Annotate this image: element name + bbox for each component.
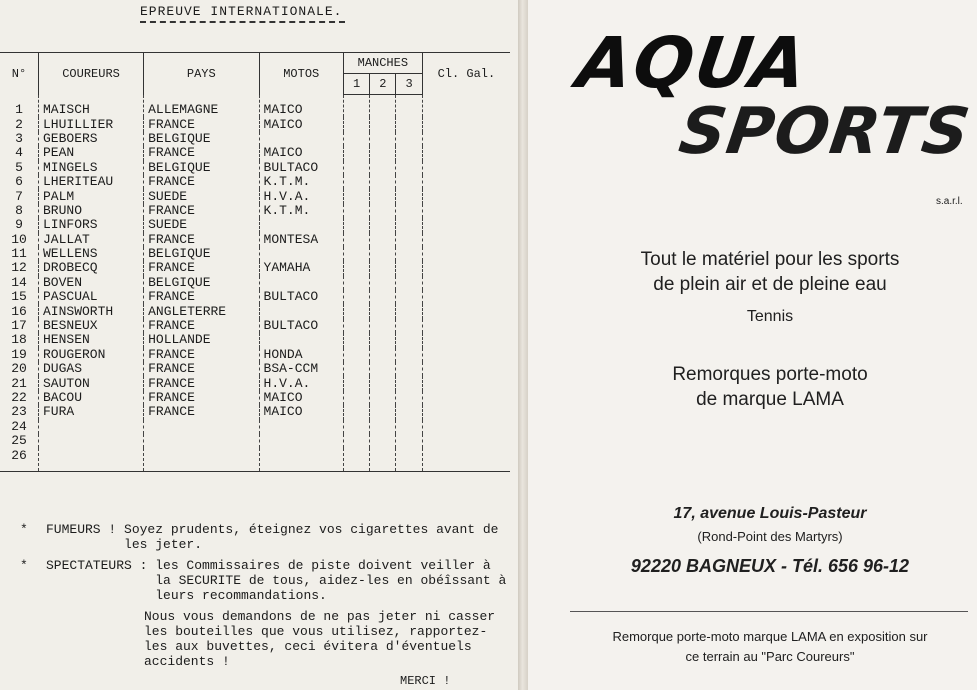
manche-2-cell [370, 175, 396, 189]
rider-moto: MAICO [259, 391, 343, 405]
row-number: 17 [11, 318, 27, 334]
table-row [0, 204, 510, 218]
manche-1-cell [343, 233, 369, 247]
rider-name [39, 448, 144, 471]
rider-moto: BULTACO [259, 319, 343, 333]
manche-2-cell [370, 146, 396, 160]
row-number: 25 [11, 433, 27, 449]
table-row [0, 405, 510, 419]
manche-2-cell [370, 218, 396, 232]
manche-2-cell [370, 247, 396, 261]
classement-cell [422, 391, 510, 405]
rider-country [144, 434, 259, 448]
row-number: 4 [15, 145, 23, 161]
rider-name: PALM [39, 189, 144, 203]
rider-country: FRANCE [144, 117, 259, 131]
classement-cell [422, 261, 510, 275]
classement-cell [422, 247, 510, 261]
rider-moto: K.T.M. [259, 175, 343, 189]
table-row [0, 132, 510, 146]
rider-moto: BSA-CCM [259, 362, 343, 376]
row-number: 6 [15, 174, 23, 190]
classement-cell [422, 132, 510, 146]
note-demande-text: Nous vous demandons de ne pas jeter ni casser les bouteilles que vous utilisez, rapportez-les aux buvettes, ceci évitera d'éventuels accidents ! [144, 609, 496, 669]
rider-moto [259, 448, 343, 471]
rider-moto: H.V.A. [259, 189, 343, 203]
classement-cell [422, 117, 510, 131]
manche-2-cell [370, 132, 396, 146]
rider-moto: MAICO [259, 146, 343, 160]
brand-logo-line-2: SPORTS [674, 95, 975, 169]
rider-name [39, 434, 144, 448]
manche-1-cell [343, 391, 369, 405]
rider-moto: K.T.M. [259, 204, 343, 218]
row-number: 5 [15, 159, 23, 175]
table-row [0, 247, 510, 261]
table-row [0, 117, 510, 131]
header-country: PAYS [144, 53, 259, 95]
table-row [0, 95, 510, 118]
row-number: 14 [11, 274, 27, 290]
row-number: 20 [11, 361, 27, 377]
rider-name: PASCUAL [39, 290, 144, 304]
rider-country: FRANCE [144, 175, 259, 189]
row-number: 19 [11, 346, 27, 362]
manche-3-cell [396, 420, 422, 434]
classement-cell [422, 161, 510, 175]
row-number: 8 [15, 202, 23, 218]
rider-country: FRANCE [144, 146, 259, 160]
manche-2-cell [370, 376, 396, 390]
header-classement: Cl. Gal. [422, 53, 510, 95]
row-number: 26 [0, 448, 39, 471]
rider-country: HOLLANDE [144, 333, 259, 347]
tagline-line-2: de plein air et de pleine eau [653, 274, 887, 295]
manche-1-cell [343, 95, 369, 118]
rider-moto: MAICO [259, 95, 343, 118]
rider-name: AINSWORTH [39, 304, 144, 318]
star-bullet: * [20, 522, 28, 537]
row-number: 18 [11, 332, 27, 348]
table-row [0, 391, 510, 405]
header-manche-1: 1 [343, 74, 369, 95]
header-manche-3: 3 [396, 74, 422, 95]
rider-country: FRANCE [144, 405, 259, 419]
row-number: 21 [11, 375, 27, 391]
brand-logo-line-1: AQUA [572, 22, 814, 104]
classement-cell [422, 276, 510, 290]
bottom-note-line-2: ce terrain au "Parc Coureurs" [685, 649, 855, 664]
rider-moto: H.V.A. [259, 376, 343, 390]
rider-name: HENSEN [39, 333, 144, 347]
manche-1-cell [343, 204, 369, 218]
note-fumeurs-label: FUMEURS ! [46, 522, 125, 537]
manche-3-cell [396, 276, 422, 290]
manche-2-cell [370, 304, 396, 318]
rider-moto [259, 218, 343, 232]
row-number: 2 [15, 116, 23, 132]
rider-name: BACOU [39, 391, 144, 405]
manche-2-cell [370, 434, 396, 448]
classement-cell [422, 233, 510, 247]
rider-moto: MONTESA [259, 233, 343, 247]
manche-3-cell [396, 161, 422, 175]
manche-2-cell [370, 448, 396, 471]
star-bullet: * [20, 558, 28, 573]
note-spectateurs-label: SPECTATEURS : [46, 558, 156, 573]
row-number: 3 [15, 130, 23, 146]
manche-1-cell [343, 175, 369, 189]
row-number: 16 [11, 303, 27, 319]
classement-cell [422, 304, 510, 318]
rider-name: PEAN [39, 146, 144, 160]
manche-1-cell [343, 376, 369, 390]
manche-2-cell [370, 189, 396, 203]
classement-cell [422, 218, 510, 232]
manche-2-cell [370, 420, 396, 434]
rider-name: ROUGERON [39, 348, 144, 362]
rider-country: FRANCE [144, 204, 259, 218]
manche-3-cell [396, 304, 422, 318]
row-number: 11 [11, 246, 27, 262]
rider-moto: MAICO [259, 117, 343, 131]
manche-1-cell [343, 132, 369, 146]
row-number: 22 [11, 390, 27, 405]
row-number: 10 [11, 231, 27, 247]
classement-cell [422, 146, 510, 160]
manche-1-cell [343, 276, 369, 290]
rider-name: FURA [39, 405, 144, 419]
row-number: 1 [15, 101, 23, 117]
remorques-line-1: Remorques porte-moto [672, 364, 868, 385]
manche-3-cell [396, 117, 422, 131]
manche-2-cell [370, 161, 396, 175]
manche-3-cell [396, 448, 422, 471]
rider-name: GEBOERS [39, 132, 144, 146]
manche-2-cell [370, 319, 396, 333]
results-table [0, 52, 510, 472]
tagline [560, 247, 977, 297]
classement-cell [422, 434, 510, 448]
rider-country: FRANCE [144, 362, 259, 376]
page-title: EPREUVE INTERNATIONALE. [140, 4, 343, 19]
manche-3-cell [396, 376, 422, 390]
remorques-text [560, 362, 977, 412]
rider-name: BESNEUX [39, 319, 144, 333]
rider-country: SUEDE [144, 218, 259, 232]
rider-country: ALLEMAGNE [144, 95, 259, 118]
notes-block [20, 522, 510, 675]
row-number: 9 [15, 217, 23, 233]
rider-country: ANGLETERRE [144, 304, 259, 318]
rider-name: WELLENS [39, 247, 144, 261]
manche-1-cell [343, 420, 369, 434]
note-spectateurs [20, 558, 510, 603]
tennis-text: Tennis [746, 308, 794, 325]
title-underline [140, 21, 345, 23]
table-row [0, 290, 510, 304]
classement-cell [422, 376, 510, 390]
rider-country: FRANCE [144, 261, 259, 275]
table-row [0, 448, 510, 471]
table-row [0, 175, 510, 189]
table-row [0, 189, 510, 203]
table-row [0, 218, 510, 232]
rider-moto [259, 434, 343, 448]
manche-3-cell [396, 218, 422, 232]
manche-1-cell [343, 161, 369, 175]
rider-name: LHERITEAU [39, 175, 144, 189]
rider-country: FRANCE [144, 348, 259, 362]
rider-country: BELGIQUE [144, 276, 259, 290]
merci-text: MERCI ! [400, 674, 451, 688]
tagline-line-1: Tout le matériel pour les sports [640, 249, 900, 270]
manche-3-cell [396, 204, 422, 218]
rider-country: FRANCE [144, 319, 259, 333]
rider-moto [259, 276, 343, 290]
rider-moto: MAICO [259, 405, 343, 419]
manche-1-cell [343, 247, 369, 261]
classement-cell [422, 405, 510, 419]
header-num: N° [0, 53, 39, 95]
remorques-line-2: de marque LAMA [696, 389, 844, 410]
rider-name: SAUTON [39, 376, 144, 390]
manche-1-cell [343, 117, 369, 131]
manche-3-cell [396, 247, 422, 261]
manche-2-cell [370, 276, 396, 290]
manche-3-cell [396, 405, 422, 419]
manche-3-cell [396, 434, 422, 448]
divider [570, 611, 968, 612]
manche-3-cell [396, 233, 422, 247]
classement-cell [422, 420, 510, 434]
manche-3-cell [396, 261, 422, 275]
rider-name: JALLAT [39, 233, 144, 247]
table-row [0, 233, 510, 247]
table-row [0, 261, 510, 275]
address-note: (Rond-Point des Martyrs) [697, 529, 843, 544]
classement-cell [422, 95, 510, 118]
manche-1-cell [343, 189, 369, 203]
manche-3-cell [396, 189, 422, 203]
header-manche-2: 2 [370, 74, 396, 95]
manche-3-cell [396, 391, 422, 405]
table-row [0, 304, 510, 318]
manche-3-cell [396, 175, 422, 189]
manche-1-cell [343, 448, 369, 471]
rider-moto [259, 304, 343, 318]
header-moto: MOTOS [259, 53, 343, 95]
rider-name: MINGELS [39, 161, 144, 175]
manche-2-cell [370, 204, 396, 218]
manche-3-cell [396, 132, 422, 146]
manche-3-cell [396, 290, 422, 304]
rider-country: FRANCE [144, 233, 259, 247]
rider-country: SUEDE [144, 189, 259, 203]
classement-cell [422, 290, 510, 304]
note-spectateurs-text: les Commissaires de piste doivent veiller à la SECURITE de tous, aidez-les en obéîssant à leurs recommandations. [155, 558, 507, 603]
manche-3-cell [396, 319, 422, 333]
row-number: 12 [11, 260, 27, 276]
rider-moto [259, 420, 343, 434]
manche-1-cell [343, 434, 369, 448]
rider-country: FRANCE [144, 290, 259, 304]
manche-2-cell [370, 405, 396, 419]
manche-1-cell [343, 218, 369, 232]
address: 17, avenue Louis-Pasteur [673, 505, 867, 522]
rider-country: BELGIQUE [144, 161, 259, 175]
classement-cell [422, 175, 510, 189]
rider-moto: BULTACO [259, 161, 343, 175]
manche-2-cell [370, 391, 396, 405]
city-phone: 92220 BAGNEUX - Tél. 656 96-12 [630, 556, 910, 576]
manche-2-cell [370, 290, 396, 304]
rider-name: DUGAS [39, 362, 144, 376]
note-fumeurs-text: Soyez prudents, éteignez vos cigarettes avant de les jeter. [124, 522, 499, 552]
manche-1-cell [343, 290, 369, 304]
note-fumeurs [20, 522, 510, 552]
table-row [0, 276, 510, 290]
header-manches: MANCHES [343, 53, 422, 74]
rider-name: LHUILLIER [39, 117, 144, 131]
manche-1-cell [343, 304, 369, 318]
manche-3-cell [396, 146, 422, 160]
rider-name: DROBECQ [39, 261, 144, 275]
rider-name: MAISCH [39, 95, 144, 118]
table-row [0, 319, 510, 333]
manche-1-cell [343, 146, 369, 160]
table-row [0, 161, 510, 175]
header-rider: COUREURS [39, 53, 144, 95]
manche-1-cell [343, 319, 369, 333]
row-number: 15 [11, 289, 27, 305]
rider-moto [259, 247, 343, 261]
rider-country: BELGIQUE [144, 132, 259, 146]
row-number: 23 [11, 404, 27, 420]
rider-moto: YAMAHA [259, 261, 343, 275]
rider-moto [259, 132, 343, 146]
rider-name: BOVEN [39, 276, 144, 290]
rider-name: LINFORS [39, 218, 144, 232]
table-row [0, 376, 510, 390]
rider-country [144, 448, 259, 471]
note-demande [20, 609, 510, 669]
rider-moto: HONDA [259, 348, 343, 362]
rider-name: BRUNO [39, 204, 144, 218]
classement-cell [422, 189, 510, 203]
rider-country [144, 420, 259, 434]
manche-2-cell [370, 117, 396, 131]
manche-1-cell [343, 405, 369, 419]
bottom-note-line-1: Remorque porte-moto marque LAMA en exposition sur [612, 629, 928, 644]
manche-1-cell [343, 261, 369, 275]
manche-2-cell [370, 261, 396, 275]
classement-cell [422, 204, 510, 218]
legal-form: s.a.r.l. [936, 196, 963, 207]
classement-cell [422, 448, 510, 471]
rider-country: FRANCE [144, 376, 259, 390]
rider-country: BELGIQUE [144, 247, 259, 261]
manche-2-cell [370, 233, 396, 247]
table-row [0, 146, 510, 160]
classement-cell [422, 319, 510, 333]
table-row [0, 434, 510, 448]
rider-moto: BULTACO [259, 290, 343, 304]
results-body [0, 95, 510, 472]
bottom-note [560, 627, 977, 667]
manche-3-cell [396, 95, 422, 118]
row-number: 7 [15, 188, 23, 204]
manche-2-cell [370, 95, 396, 118]
row-number: 24 [11, 418, 27, 434]
rider-name [39, 420, 144, 434]
table-row [0, 420, 510, 434]
rider-country: FRANCE [144, 391, 259, 405]
